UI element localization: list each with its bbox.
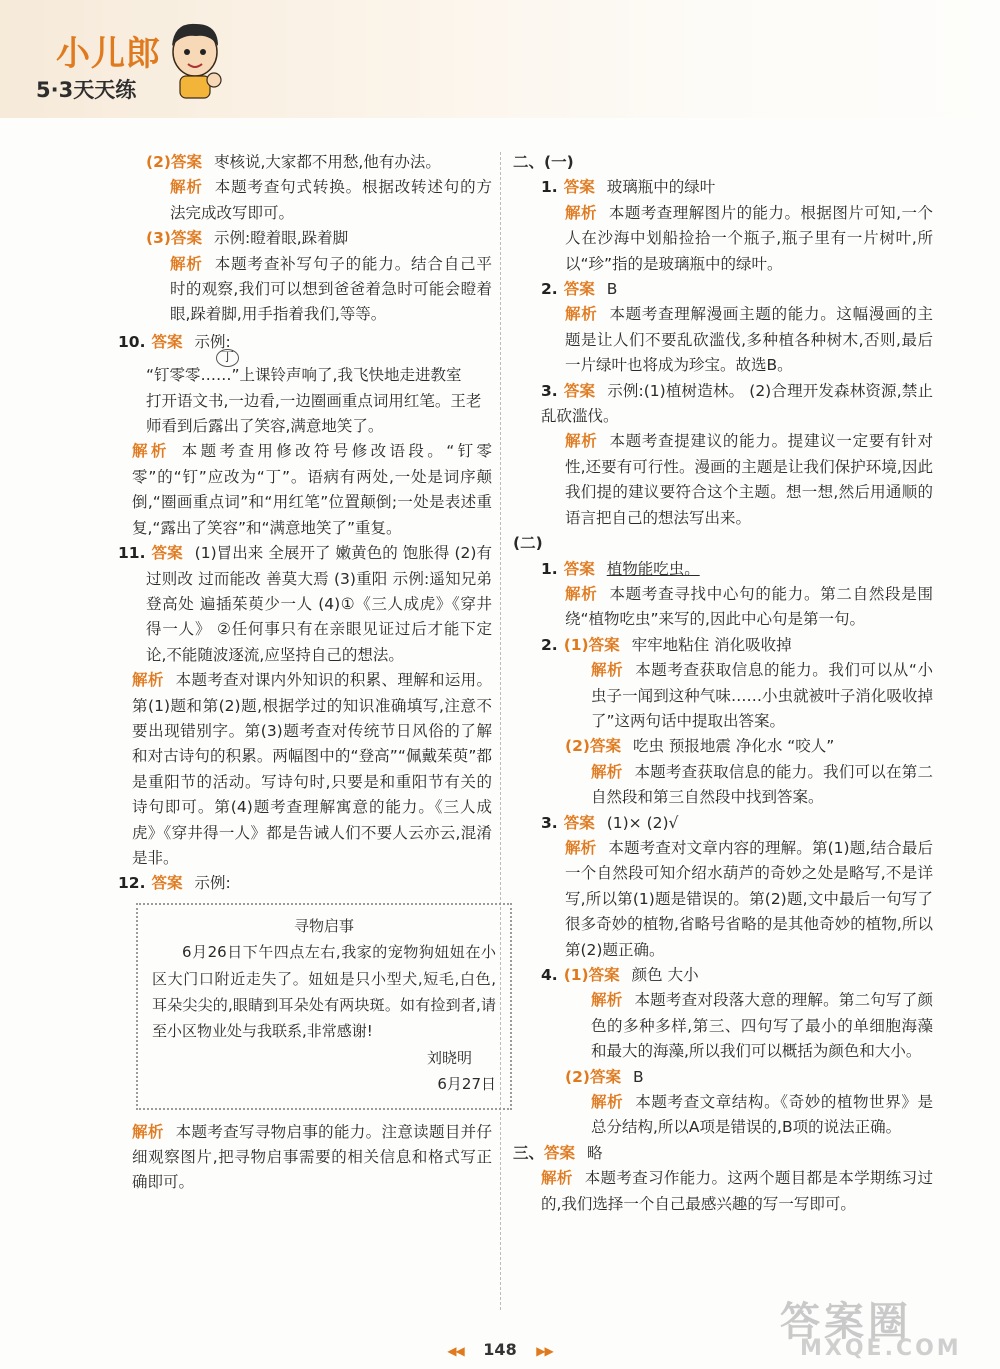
lost-notice-box	[136, 903, 512, 1110]
watermark-url: MXQE.COM	[800, 1336, 962, 1361]
q11-analysis: 解析 本题考查对课内外知识的积累、理解和运用。第(1)题和第(2)题,根据学过的知识准确填写,注意不要出现错别字。第(3)题考查对传统节日风俗的了解和对古诗句的积累。两幅图中的“登高”“佩戴茱萸”都是重阳节的活动。写诗句时,只要是和重阳节有关的诗句即可。第(4)题考查理解寓意的能力。《三人成虎》《穿井得一人》都是告诫人们不要人云亦云,混淆是非。	[132, 671, 492, 867]
q9-2-answer: (2)答案 枣核说,大家都不用愁,他有办法。	[146, 153, 441, 171]
s1-analysis: 解析 本题考查寻找中心句的能力。第二自然段是围绕“植物吃虫”来写的,因此中心句是第一句。	[565, 584, 933, 629]
brand-title: 小儿郎	[56, 34, 161, 74]
s4-2-answer: (2)答案 B	[565, 1067, 644, 1086]
section-3-analysis: 解析 本题考查习作能力。这两个题目都是本学期练习过的,我们选择一个自己最感兴趣的写一写即可。	[541, 1169, 933, 1213]
page-number: 148	[483, 1340, 517, 1359]
notice-date: 6月27日	[437, 1075, 496, 1094]
s3-analysis: 解析 本题考查对文章内容的理解。第(1)题,结合最后一个自然段可知介绍水葫芦的奇妙之处是略写,不是详写,所以第(1)题是错误的。第(2)题,文中最后一句写了很多奇妙的植物,省略号省略的是其他奇妙的植物,所以第(2)题正确。	[565, 838, 933, 959]
q10-analysis: 解析 本题考查用修改符号修改语段。“钉零零”的“钉”应改为“丁”。语病有两处,一处是词序颠倒,“圈画重点词”和“用红笔”位置颠倒;一处是表述重复,“露出了笑容”和“满意地笑了”重复。	[132, 442, 492, 537]
q11-answer: 11. 答案 (1)冒出来 全展开了 嫩黄色的 饱胀得 (2)有过则改 过而能改 善莫大焉 (3)重阳 示例:遥知兄弟登高处 遍插茱萸少一人 (4)①《三人成虎》《穿井得一人》 ②任何事只有在亲眼见证过后才能下定论,不能随波逐流,应坚持自己的想法。	[118, 544, 492, 664]
s3-answer: 3. 答案 (1)× (2)√	[541, 813, 679, 832]
page-header	[0, 0, 1000, 118]
q9-3-answer: (3)答案 示例:瞪着眼,跺着脚	[146, 229, 349, 248]
q10-line-1: “钉零零……”上课铃声响了,我飞快地走进教室	[146, 366, 462, 385]
q10-correction-mark: 丁	[216, 349, 239, 367]
brand-subtitle: 5·3天天练	[36, 78, 137, 102]
notice-signature: 刘晓明	[426, 1048, 472, 1067]
watermark-logo: 答案圈	[780, 1299, 912, 1345]
mascot-boy-icon	[160, 14, 230, 102]
q10-answer: 10. 答案 示例:	[118, 332, 231, 351]
q10-passage	[118, 350, 492, 439]
right-column	[513, 150, 933, 1217]
section-2-2-heading: (二)	[513, 534, 543, 553]
q12-answer: 12. 答案 示例:	[118, 874, 231, 893]
q10-line-3: 师看到后露出了笑容,满意地笑了。	[146, 417, 384, 436]
prev-arrows-icon: ◀◀	[447, 1344, 464, 1358]
r1-answer: 1. 答案 玻璃瓶中的绿叶	[541, 178, 716, 197]
r2-analysis: 解析 本题考查理解漫画主题的能力。这幅漫画的主题是让人们不要乱砍滥伐,多种植各种树木,否则,最后一片绿叶也将成为珍宝。故选B。	[565, 305, 933, 375]
section-2-1-heading: 二、(一)	[513, 153, 574, 171]
column-divider	[500, 152, 501, 1310]
s2-2-answer: (2)答案 吃虫 预报地震 净化水 “咬人”	[565, 737, 835, 756]
left-column	[118, 150, 496, 1196]
r2-answer: 2. 答案 B	[541, 280, 618, 299]
q9-3-analysis: 解析 本题考查补写句子的能力。结合自己平时的观察,我们可以想到爸爸着急时可能会瞪着眼,跺着脚,用手指着我们,等等。	[170, 254, 492, 324]
section-3-answer: 三、答案 略	[513, 1143, 603, 1162]
page-footer	[0, 1340, 1000, 1359]
s4-1-answer: 4. (1)答案 颜色 大小	[541, 966, 699, 984]
q12-analysis: 解析 本题考查写寻物启事的能力。注意读题目并仔细观察图片,把寻物启事需要的相关信息和格式写正确即可。	[132, 1122, 492, 1192]
q9-2-analysis: 解析 本题考查句式转换。根据改转述句的方法完成改写即可。	[170, 178, 492, 222]
r1-analysis: 解析 本题考查理解图片的能力。根据图片可知,一个人在沙海中划船捡拾一个瓶子,瓶子里有一片树叶,所以“珍”指的是玻璃瓶中的绿叶。	[565, 203, 933, 273]
r3-analysis: 解析 本题考查提建议的能力。提建议一定要有针对性,还要有可行性。漫画的主题是让我们保护环境,因此我们提的建议要符合这个主题。想一想,然后用通顺的语言把自己的想法写出来。	[565, 432, 933, 527]
notice-body: 6月26日下午四点左右,我家的宠物狗妞妞在小区大门口附近走失了。妞妞是只小型犬,短毛,白色,耳朵尖尖的,眼睛到耳朵处有两块斑。如有捡到者,请至小区物业处与我联系,非常感谢!	[152, 943, 496, 1041]
notice-title: 寻物启事	[293, 916, 354, 935]
q10-line-2: 打开语文书,一边看,一边圈画重点词用红笔。王老	[146, 391, 482, 410]
s2-1-analysis: 解析 本题考查获取信息的能力。我们可以从“小虫子一闻到这种气味……小虫就被叶子消化吸收掉了”这两句话中提取出答案。	[591, 661, 933, 730]
s4-2-analysis: 解析 本题考查文章结构。《奇妙的植物世界》是总分结构,所以A项是错误的,B项的说法正确。	[591, 1093, 933, 1137]
s2-2-analysis: 解析 本题考查获取信息的能力。我们可以在第二自然段和第三自然段中找到答案。	[591, 762, 933, 807]
r3-answer: 3. 答案 示例:(1)植树造林。 (2)合理开发森林资源,禁止乱砍滥伐。	[541, 381, 933, 426]
s1-answer: 1. 答案 植物能吃虫。	[541, 559, 700, 578]
s4-1-analysis: 解析 本题考查对段落大意的理解。第二句写了颜色的多种多样,第三、四句写了最小的单细胞海藻和最大的海藻,所以我们可以概括为颜色和大小。	[591, 991, 933, 1061]
next-arrows-icon: ▶▶	[536, 1344, 553, 1358]
s2-1-answer: 2. (1)答案 牢牢地粘住 消化吸收掉	[541, 635, 792, 654]
